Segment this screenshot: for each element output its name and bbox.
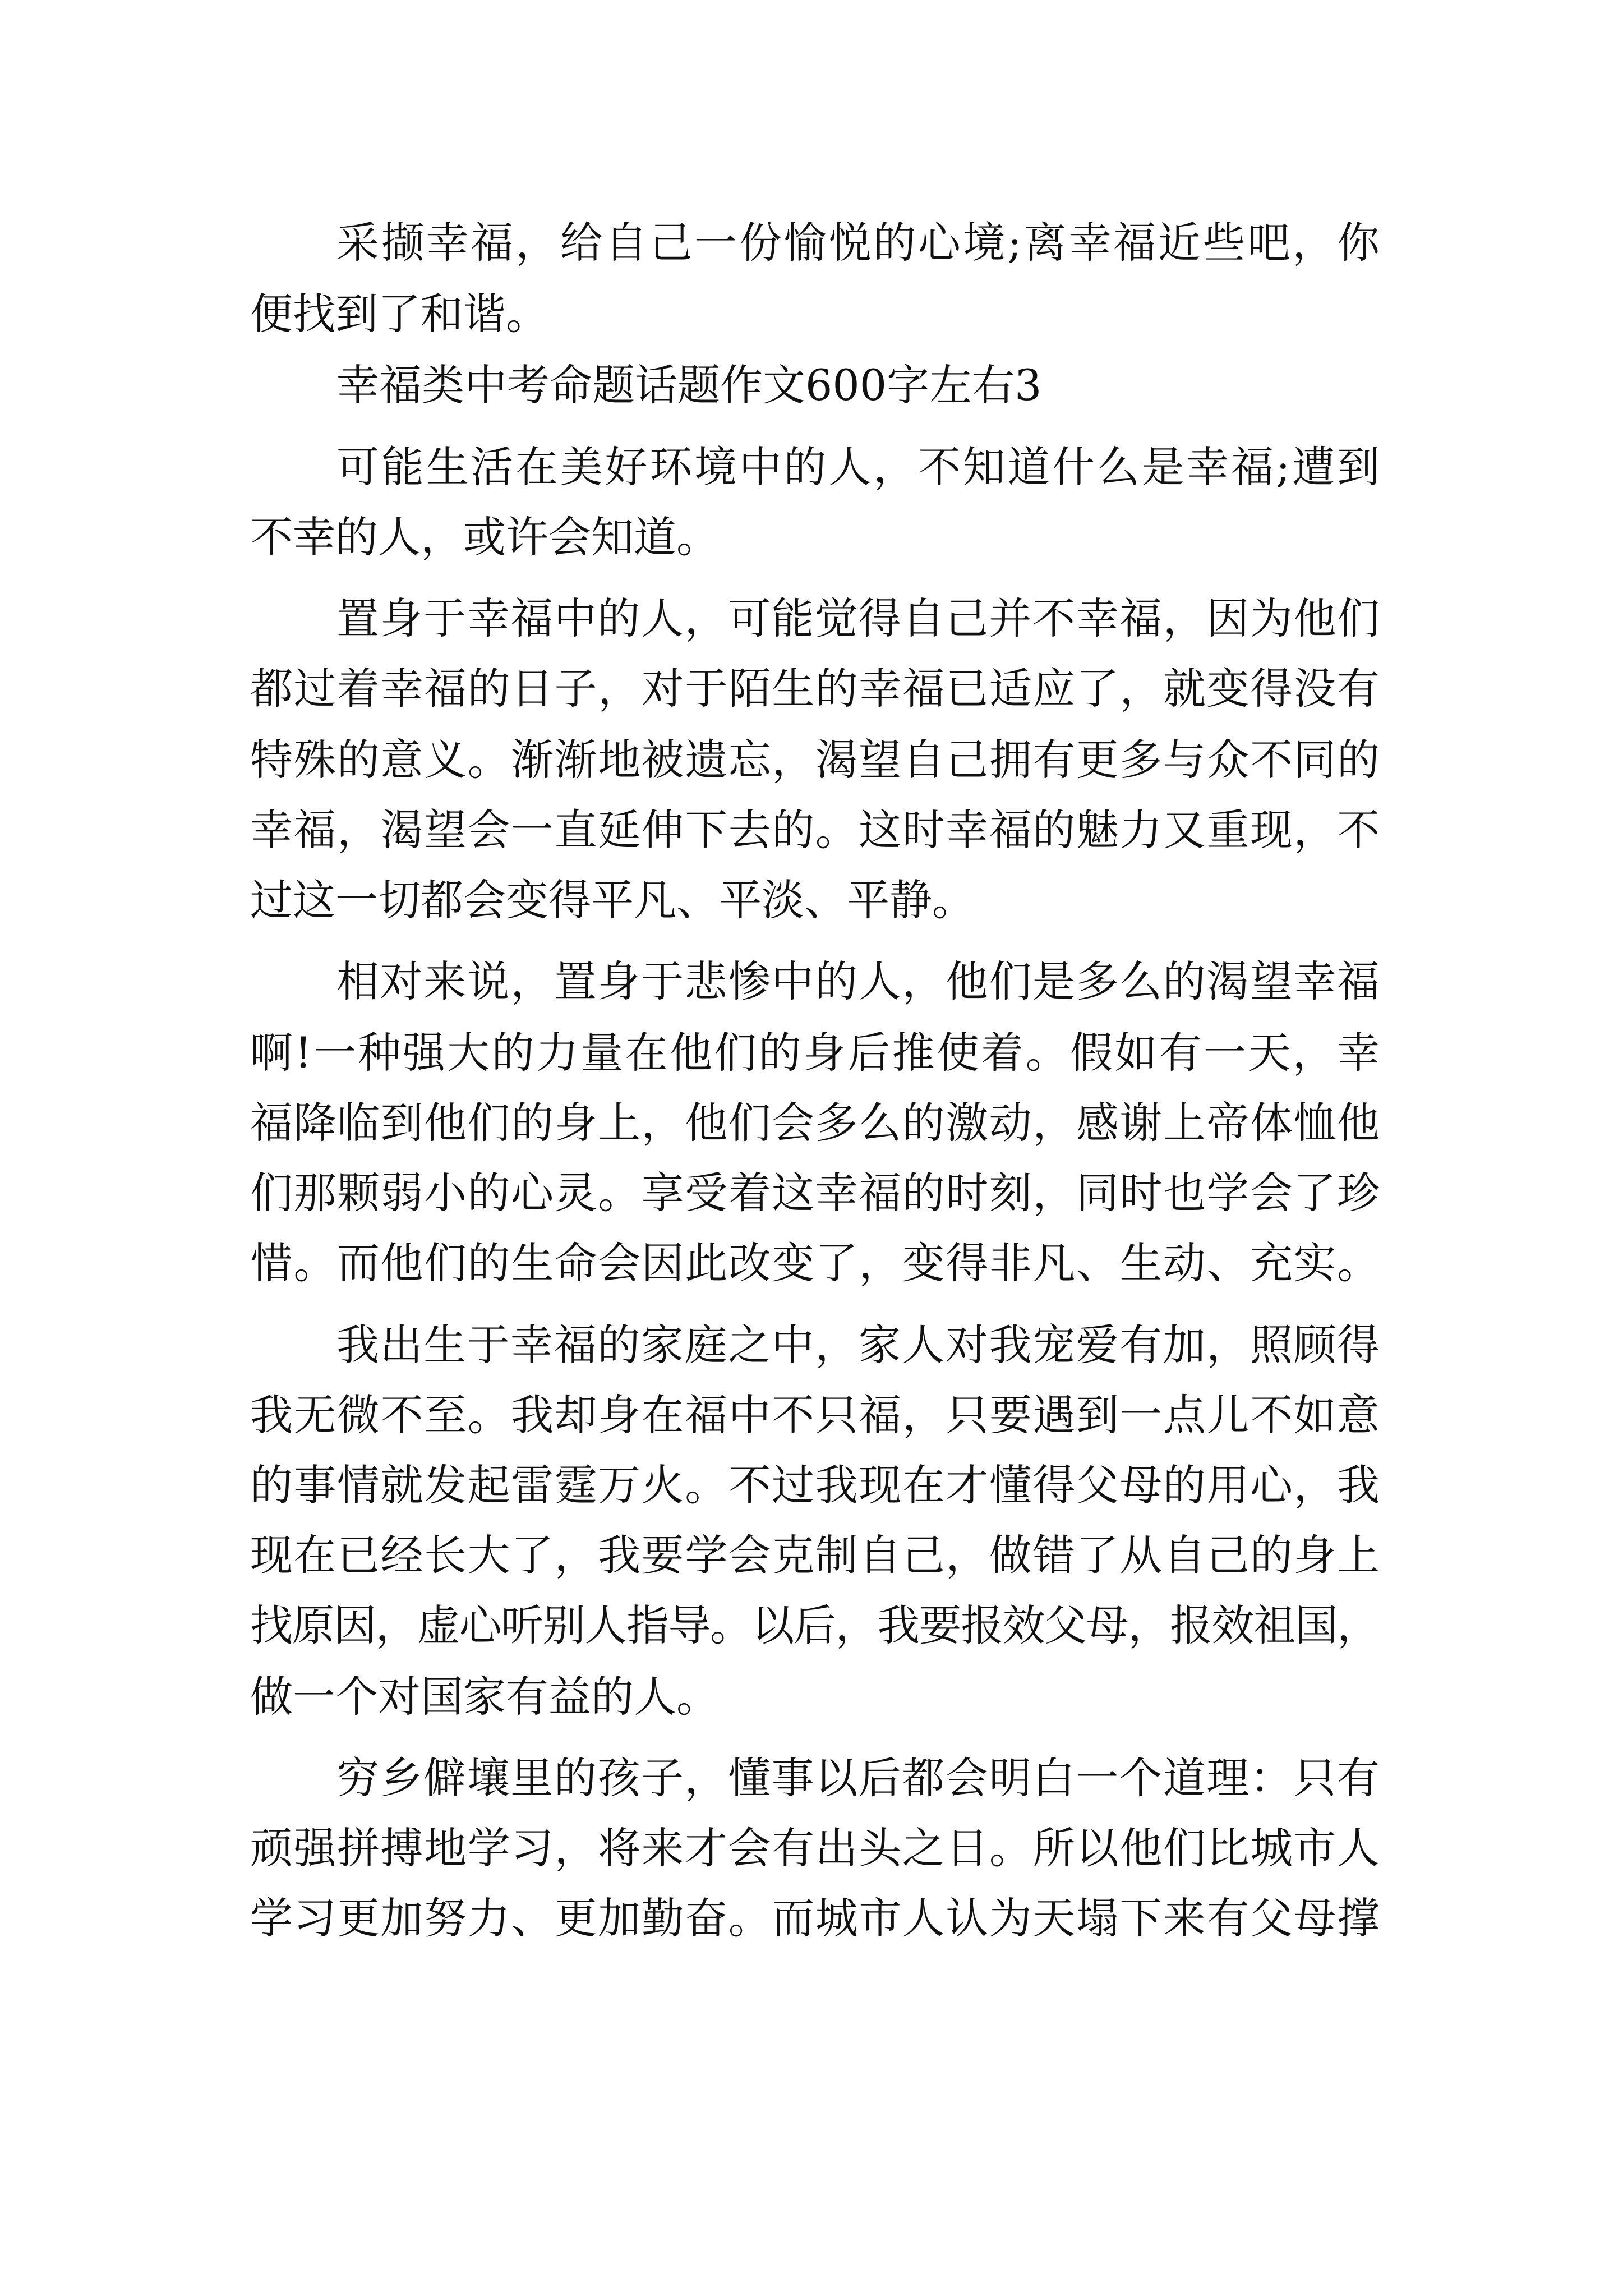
text-line: 我无微不至。我却身在福中不只福，只要遇到一点儿不如意 [250, 1390, 1381, 1440]
text-line: 特殊的意义。渐渐地被遗忘，渴望自己拥有更多与众不同的 [250, 735, 1381, 785]
text-line: 学习更加努力、更加勤奋。而城市人认为天塌下来有父母撑 [250, 1893, 1381, 1943]
text-line: 啊!一种强大的力量在他们的身后推使着。假如有一天，幸 [250, 1028, 1382, 1078]
text-line: 可能生活在美好环境中的人，不知道什么是幸福;遭到 [336, 442, 1382, 492]
text-line: 找原因，虚心听别人指导。以后，我要报效父母，报效祖国， [250, 1600, 1379, 1650]
text-line: 惜。而他们的生命会因此改变了，变得非凡、生动、充实。 [250, 1238, 1381, 1288]
text-line: 相对来说，置身于悲惨中的人，他们是多么的渴望幸福 [336, 956, 1381, 1006]
text-line: 穷乡僻壤里的孩子，懂事以后都会明白一个道理：只有 [336, 1753, 1381, 1803]
text-line: 都过着幸福的日子，对于陌生的幸福已适应了，就变得没有 [250, 664, 1381, 714]
text-line: 顽强拼搏地学习，将来才会有出头之日。所以他们比城市人 [250, 1823, 1381, 1873]
text-line: 过这一切都会变得平凡、平淡、平静。 [250, 875, 975, 925]
text-line: 便找到了和谐。 [250, 289, 548, 339]
text-line: 的事情就发起雷霆万火。不过我现在才懂得父母的用心，我 [250, 1460, 1381, 1510]
section-heading: 幸福类中考命题话题作文600字左右3 [336, 360, 1042, 410]
text-line: 们那颗弱小的心灵。享受着这幸福的时刻，同时也学会了珍 [250, 1168, 1381, 1218]
text-line: 采撷幸福，给自己一份愉悦的心境;离幸福近些吧，你 [336, 218, 1382, 268]
text-line: 我出生于幸福的家庭之中，家人对我宠爱有加，照顾得 [336, 1320, 1381, 1370]
text-line: 做一个对国家有益的人。 [250, 1672, 719, 1722]
text-line: 现在已经长大了，我要学会克制自己，做错了从自己的身上 [250, 1530, 1381, 1580]
text-line: 幸福，渴望会一直延伸下去的。这时幸福的魅力又重现，不 [250, 805, 1381, 855]
text-line: 不幸的人，或许会知道。 [250, 512, 719, 562]
text-line: 福降临到他们的身上，他们会多么的激动，感谢上帝体恤他 [250, 1098, 1381, 1148]
text-line: 置身于幸福中的人，可能觉得自己并不幸福，因为他们 [336, 593, 1381, 643]
